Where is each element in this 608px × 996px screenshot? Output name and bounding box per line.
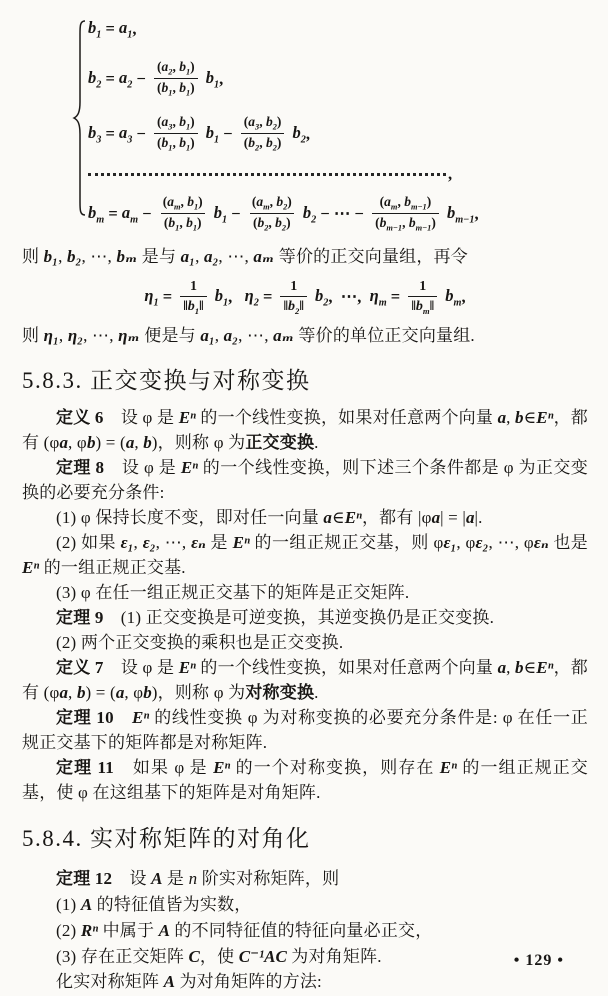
math-variable: $b_1$ <box>187 298 200 316</box>
math-variable: $a_3$ <box>119 122 133 146</box>
math-operator: ) <box>190 135 195 150</box>
math-variable: $b_2$ <box>265 135 277 153</box>
math-operator: ‖ <box>283 298 289 314</box>
math-operator: − <box>227 204 245 223</box>
math-operator: , <box>259 113 266 129</box>
math-inline: aₘ <box>273 326 294 346</box>
text-run: , <box>58 247 67 266</box>
text-run: 为对角矩阵. <box>286 946 382 966</box>
math-variable: $a_1$ <box>119 17 133 41</box>
math-operator: , <box>268 215 276 230</box>
equation-lines <box>88 18 588 238</box>
math-inline: A <box>163 972 175 992</box>
math-operator: = <box>386 287 405 307</box>
math-inline: b <box>143 433 152 453</box>
math-variable: $b_1$ <box>213 202 228 226</box>
math-operator: ( <box>379 193 385 209</box>
math-inline: n <box>188 869 198 889</box>
text-run: (2) 如果 <box>56 533 121 553</box>
math-inline: Eⁿ <box>178 658 196 678</box>
math-operator: ) <box>190 80 195 95</box>
math-operator: = <box>101 69 120 88</box>
text-run: , ⋯, <box>238 326 274 346</box>
section-heading-584: 5.8.4. 实对称矩阵的对角化 <box>22 826 311 852</box>
section-584-body <box>22 866 588 995</box>
fraction <box>180 278 206 316</box>
text-run: 为对角矩阵的方法: <box>175 972 322 992</box>
bold-text: 对称变换 <box>245 683 315 703</box>
text-run: , ⋯, φ <box>488 533 534 553</box>
math-operator: , <box>132 19 137 38</box>
text-run: ，都有 (φ <box>22 408 588 453</box>
math-operator: ‖ <box>429 298 435 314</box>
text-run: 的一个对称变换，则存在 <box>230 758 440 778</box>
fraction <box>154 59 198 99</box>
text-run: ∈ <box>331 508 345 528</box>
math-operator: − ⋯ − <box>316 204 369 223</box>
text-run: 的一组正规正交基，则 φ <box>249 533 444 553</box>
text-run: 的一组正规正交基. <box>39 558 186 578</box>
math-operator: , <box>461 287 466 307</box>
bold-text: 定理 8 <box>56 458 105 478</box>
text-run: 也是 <box>548 533 588 553</box>
text-run: . <box>314 433 319 453</box>
math-operator: ( <box>157 113 162 129</box>
equation-line <box>88 110 588 158</box>
math-variable: $a_2$ <box>161 58 173 77</box>
equation-line <box>88 55 588 103</box>
section-heading-583: 5.8.3. 正交变换与对称变换 <box>22 368 311 394</box>
math-variable: $b_2$ <box>292 122 306 146</box>
math-inline: a <box>466 508 475 528</box>
text-run: (1) 正交变换是可逆变换，其逆变换仍是正交变换. <box>103 608 495 628</box>
math-variable: $b_{m-1}$ <box>446 202 475 226</box>
math-inline: a <box>323 508 332 528</box>
math-inline: εₙ <box>191 533 206 553</box>
bold-text: 定理 11 <box>56 758 114 778</box>
paragraph <box>22 944 588 970</box>
paragraph <box>22 605 588 630</box>
text-run: (2) <box>56 920 81 940</box>
page-number: • 129 • <box>513 952 564 969</box>
text-run: . <box>314 683 319 703</box>
math-inline: a <box>497 658 507 678</box>
text-run: 设 <box>112 869 152 889</box>
math-variable: $b_1$ <box>187 193 199 212</box>
paragraph <box>22 969 588 995</box>
fraction <box>408 278 437 316</box>
math-variable: $b_3$ <box>88 122 102 146</box>
math-operator: = <box>158 287 177 307</box>
math-variable: $a_m$ <box>167 193 181 212</box>
math-variable: $b_1$ <box>88 17 102 41</box>
text-run: , ⋯, <box>81 247 117 266</box>
math-operator: ) <box>286 215 291 230</box>
text-run: 则 <box>22 247 44 266</box>
text-run: 设 φ 是 <box>103 408 179 428</box>
math-operator: , ⋯, <box>328 287 370 307</box>
math-inline: a <box>59 683 69 703</box>
math-variable: $\eta_2$ <box>244 285 259 309</box>
text-run: 等价的正交向量组，再令 <box>274 247 468 266</box>
math-inline: b₂ <box>67 247 82 266</box>
math-operator: ( <box>157 135 162 150</box>
math-operator: , <box>259 135 266 150</box>
text-run: , <box>133 533 143 553</box>
fraction <box>241 114 285 154</box>
math-inline: a₂ <box>223 326 239 346</box>
math-variable: $b_1$ <box>168 215 180 233</box>
math-operator: ( <box>163 215 169 230</box>
math-inline: ε₁ <box>443 533 457 553</box>
math-inline: Eⁿ <box>213 758 231 778</box>
math-inline: a₁ <box>200 326 215 346</box>
math-variable: $a_m$ <box>384 193 398 212</box>
math-operator: , <box>269 193 277 209</box>
math-variable: $a_m$ <box>256 193 270 212</box>
paragraph <box>22 866 588 892</box>
math-operator: ) <box>190 58 195 74</box>
math-variable: $b_m$ <box>415 298 430 316</box>
text-run: , ⋯, <box>218 247 254 266</box>
text-run: ∈ <box>523 658 537 678</box>
math-inline: η₂ <box>67 326 84 346</box>
math-inline: a₂ <box>203 247 219 266</box>
paragraph <box>22 405 588 455</box>
math-variable: $\eta_1$ <box>144 285 159 309</box>
text-run: 则 <box>22 326 44 346</box>
math-variable: $b_1$ <box>179 80 191 98</box>
text-run: ) = ( <box>95 433 126 453</box>
fraction <box>280 278 306 316</box>
math-inline: a <box>431 508 441 528</box>
math-variable: $b_2$ <box>276 193 288 212</box>
text-run: 等价的单位正交向量组. <box>293 326 475 346</box>
math-inline: A <box>151 869 163 889</box>
text-run: 的一个线性变换，则下述三个条件都是 φ 为正交变换的必要充分条件: <box>22 458 588 503</box>
text-run: , <box>195 247 204 266</box>
math-inline: bₘ <box>116 247 138 266</box>
math-operator: , <box>172 113 180 129</box>
math-variable: $a_3$ <box>161 113 173 132</box>
text-run: )，则称 φ 为 <box>151 433 246 453</box>
math-variable: $b_{m-1}$ <box>404 193 427 212</box>
text-run: (3) 存在正交矩阵 <box>56 946 189 966</box>
text-run: 的一组正规正交基，使 φ 在这组基下的矩阵是对角矩阵. <box>22 758 589 803</box>
paragraph <box>22 580 588 605</box>
eta-normalization-formula <box>22 278 588 316</box>
math-inline: b <box>143 683 152 703</box>
math-operator: ) <box>431 215 436 230</box>
math-inline: Eⁿ <box>439 758 458 778</box>
text-run: 是 <box>162 869 189 889</box>
math-operator: ) <box>426 193 432 209</box>
fraction <box>154 114 198 154</box>
math-operator: ( <box>243 113 249 129</box>
text-run: , <box>214 326 224 346</box>
math-operator: ( <box>252 215 258 230</box>
math-inline: η₁ <box>43 326 59 346</box>
text-run: 设 φ 是 <box>103 658 179 678</box>
text-run: ，使 <box>199 946 239 966</box>
text-run: , ⋯, <box>83 326 119 346</box>
math-variable: $b_1$ <box>179 58 191 77</box>
text-run: , <box>58 326 68 346</box>
math-variable: $b_1$ <box>179 135 191 153</box>
text-run: 的一个线性变换，如果对任意两个向量 <box>195 658 498 678</box>
text-run: , <box>506 408 515 428</box>
bold-text: 正交变换 <box>245 433 315 453</box>
math-operator: 1 <box>189 279 197 294</box>
text-run: )，则称 φ 为 <box>151 683 246 703</box>
math-operator: ‖ <box>299 298 304 314</box>
text-run: , φ <box>124 683 144 703</box>
math-inline: Eⁿ <box>178 408 196 428</box>
text-run: 的特征值皆为实数， <box>92 894 252 914</box>
section-583-body <box>22 405 588 805</box>
math-variable: $b_1$ <box>161 135 173 153</box>
math-operator: − <box>138 204 156 223</box>
math-variable: $b_2$ <box>315 285 329 309</box>
paragraph <box>22 705 588 755</box>
math-variable: $a_2$ <box>119 67 133 91</box>
math-inline: εₙ <box>533 533 549 553</box>
math-inline: Rⁿ <box>80 920 99 940</box>
math-inline: Eⁿ <box>232 533 250 553</box>
equation-line <box>88 164 588 183</box>
text-run: ，都有 |φ <box>361 508 432 528</box>
text-run: 是与 <box>137 247 181 266</box>
math-inline: a <box>115 683 125 703</box>
text-run: 中属于 <box>98 920 159 940</box>
math-operator: ‖ <box>183 298 188 314</box>
bold-text: 定义 6 <box>56 408 104 428</box>
left-brace <box>72 18 88 218</box>
math-inline: a <box>497 408 507 428</box>
text-run: 的线性变换 φ 为对称变换的必要充分条件是: φ 在任一正规正交基下的矩阵都是对称矩阵. <box>22 708 589 753</box>
paragraph <box>22 892 588 918</box>
math-inline: b <box>86 433 96 453</box>
math-variable: $b_2$ <box>302 202 317 226</box>
math-operator: = <box>104 204 122 223</box>
bold-text: 定义 7 <box>56 658 104 678</box>
math-inline: ε₁ <box>120 533 134 553</box>
math-inline: b₁ <box>43 247 59 266</box>
math-inline: a₁ <box>180 247 196 266</box>
math-operator: 1 <box>419 279 427 294</box>
math-operator: , <box>180 193 188 209</box>
paragraph <box>22 505 588 530</box>
math-operator: ‖ <box>199 298 204 314</box>
math-operator: = <box>101 19 120 38</box>
paragraph <box>22 455 588 505</box>
math-variable: $b_1$ <box>205 67 220 91</box>
math-operator: , <box>305 124 311 143</box>
text-run: 便是与 <box>139 326 201 346</box>
math-operator: ( <box>157 58 162 74</box>
math-variable: $b_2$ <box>248 135 260 153</box>
math-inline: Eⁿ <box>344 508 362 528</box>
text-run: 化实对称矩阵 <box>56 972 164 992</box>
paragraph-orthonormal-group <box>22 323 588 348</box>
text-run: (1) φ 保持长度不变，即对任一向量 <box>56 508 324 528</box>
bold-text: 定理 9 <box>56 608 104 628</box>
fraction <box>160 194 206 234</box>
math-inline: b <box>76 683 86 703</box>
math-inline: Eⁿ <box>22 558 40 578</box>
equation-line <box>88 18 588 40</box>
math-inline: b <box>515 658 524 678</box>
math-inline: A <box>80 894 93 914</box>
math-operator: , <box>474 204 479 223</box>
math-inline: Eⁿ <box>132 708 150 728</box>
math-operator: ‖ <box>411 298 416 314</box>
math-variable: $b_m$ <box>88 202 105 226</box>
math-variable: $b_1$ <box>161 80 173 98</box>
paragraph <box>22 530 588 580</box>
math-inline: a <box>125 433 135 453</box>
math-inline: a <box>59 433 69 453</box>
math-operator: , <box>228 287 245 307</box>
math-operator: ) <box>287 193 292 209</box>
text-run: , <box>134 433 144 453</box>
math-variable: $b_m$ <box>445 285 462 309</box>
text-run: ∈ <box>523 408 537 428</box>
math-operator: − <box>132 124 151 143</box>
text-run: 阶实对称矩阵，则 <box>197 869 340 889</box>
math-operator: , <box>397 193 405 209</box>
math-operator: ) <box>276 113 282 129</box>
math-variable: $a_3$ <box>248 113 260 132</box>
equation-line <box>88 190 588 238</box>
math-variable: $b_2$ <box>288 298 300 316</box>
math-operator: ) <box>197 215 202 230</box>
text-run: |. <box>474 508 483 528</box>
paragraph-orthogonal-group <box>22 244 588 269</box>
math-operator: , <box>402 215 409 230</box>
math-variable: $b_{m-1}$ <box>379 215 403 233</box>
math-inline: ηₘ <box>118 326 140 346</box>
math-operator: , <box>179 215 187 230</box>
math-operator: , <box>172 58 180 74</box>
math-inline: Eⁿ <box>536 408 554 428</box>
math-operator: − <box>132 69 151 88</box>
math-operator: 1 <box>290 279 298 294</box>
math-operator: , <box>448 164 453 183</box>
math-inline: A <box>158 920 170 940</box>
text-run: , ⋯, <box>155 533 192 553</box>
math-variable: $\eta_m$ <box>369 285 387 309</box>
math-inline: Eⁿ <box>536 658 554 678</box>
paragraph <box>22 630 588 655</box>
math-operator: ( <box>162 193 168 209</box>
math-inline: C⁻¹AC <box>238 946 287 966</box>
math-operator: = <box>101 124 120 143</box>
math-inline: aₘ <box>253 247 275 266</box>
math-variable: $b_2$ <box>265 113 277 132</box>
math-operator: ) <box>198 193 203 209</box>
math-operator: , <box>172 135 180 150</box>
text-run: | = | <box>440 508 467 528</box>
math-operator: = <box>258 287 277 307</box>
math-inline: b <box>515 408 524 428</box>
math-variable: $a_m$ <box>121 202 139 226</box>
text-run: 设 φ 是 <box>104 458 181 478</box>
paragraph <box>22 918 588 944</box>
math-operator: ( <box>251 193 257 209</box>
math-variable: $b_1$ <box>214 285 229 309</box>
paragraph <box>22 655 588 705</box>
math-operator: , <box>172 80 180 95</box>
text-run: ，都有 (φ <box>22 658 588 703</box>
math-variable: $b_2$ <box>257 215 269 233</box>
math-variable: $b_1$ <box>186 215 197 233</box>
math-variable: $b_{m-1}$ <box>408 215 432 233</box>
math-inline: ε₂ <box>475 533 489 553</box>
text-run: (2) 两个正交变换的乘积也是正交变换. <box>56 633 344 653</box>
text-run: ) = ( <box>85 683 116 703</box>
text-run: (1) <box>56 894 81 914</box>
math-variable: $b_1$ <box>205 122 220 146</box>
fraction <box>249 194 295 234</box>
math-operator: , <box>219 69 224 88</box>
text-run: , φ <box>68 433 87 453</box>
math-operator: ( <box>157 80 162 95</box>
math-operator: ( <box>243 135 249 150</box>
bold-text: 定理 10 <box>56 708 114 728</box>
bold-text: 定理 12 <box>56 869 113 889</box>
math-inline: C <box>188 946 200 966</box>
text-run: 的一个线性变换，如果对任意两个向量 <box>195 408 498 428</box>
math-operator: ) <box>276 135 282 150</box>
math-operator: ) <box>190 113 195 129</box>
math-variable: $b_2$ <box>88 67 102 91</box>
math-operator: − <box>219 124 237 143</box>
text-run: 如果 φ 是 <box>113 758 214 778</box>
text-run: (3) φ 在任一组正规正交基下的矩阵是正交矩阵. <box>56 583 410 603</box>
gram-schmidt-equation-system <box>88 18 588 238</box>
fraction <box>372 194 439 234</box>
text-run: 的不同特征值的特征向量必正交， <box>169 920 433 940</box>
text-run: 是 <box>205 533 233 553</box>
text-run: , <box>506 658 515 678</box>
math-operator: ( <box>375 215 380 230</box>
paragraph <box>22 755 588 805</box>
math-variable: $b_2$ <box>275 215 287 233</box>
math-inline: ε₂ <box>142 533 156 553</box>
text-run <box>114 708 132 727</box>
dotted-continuation-line <box>88 173 446 176</box>
math-inline: Eⁿ <box>180 458 199 478</box>
math-variable: $b_1$ <box>179 113 191 132</box>
text-run: , φ <box>456 533 476 553</box>
text-run: , <box>68 683 77 703</box>
